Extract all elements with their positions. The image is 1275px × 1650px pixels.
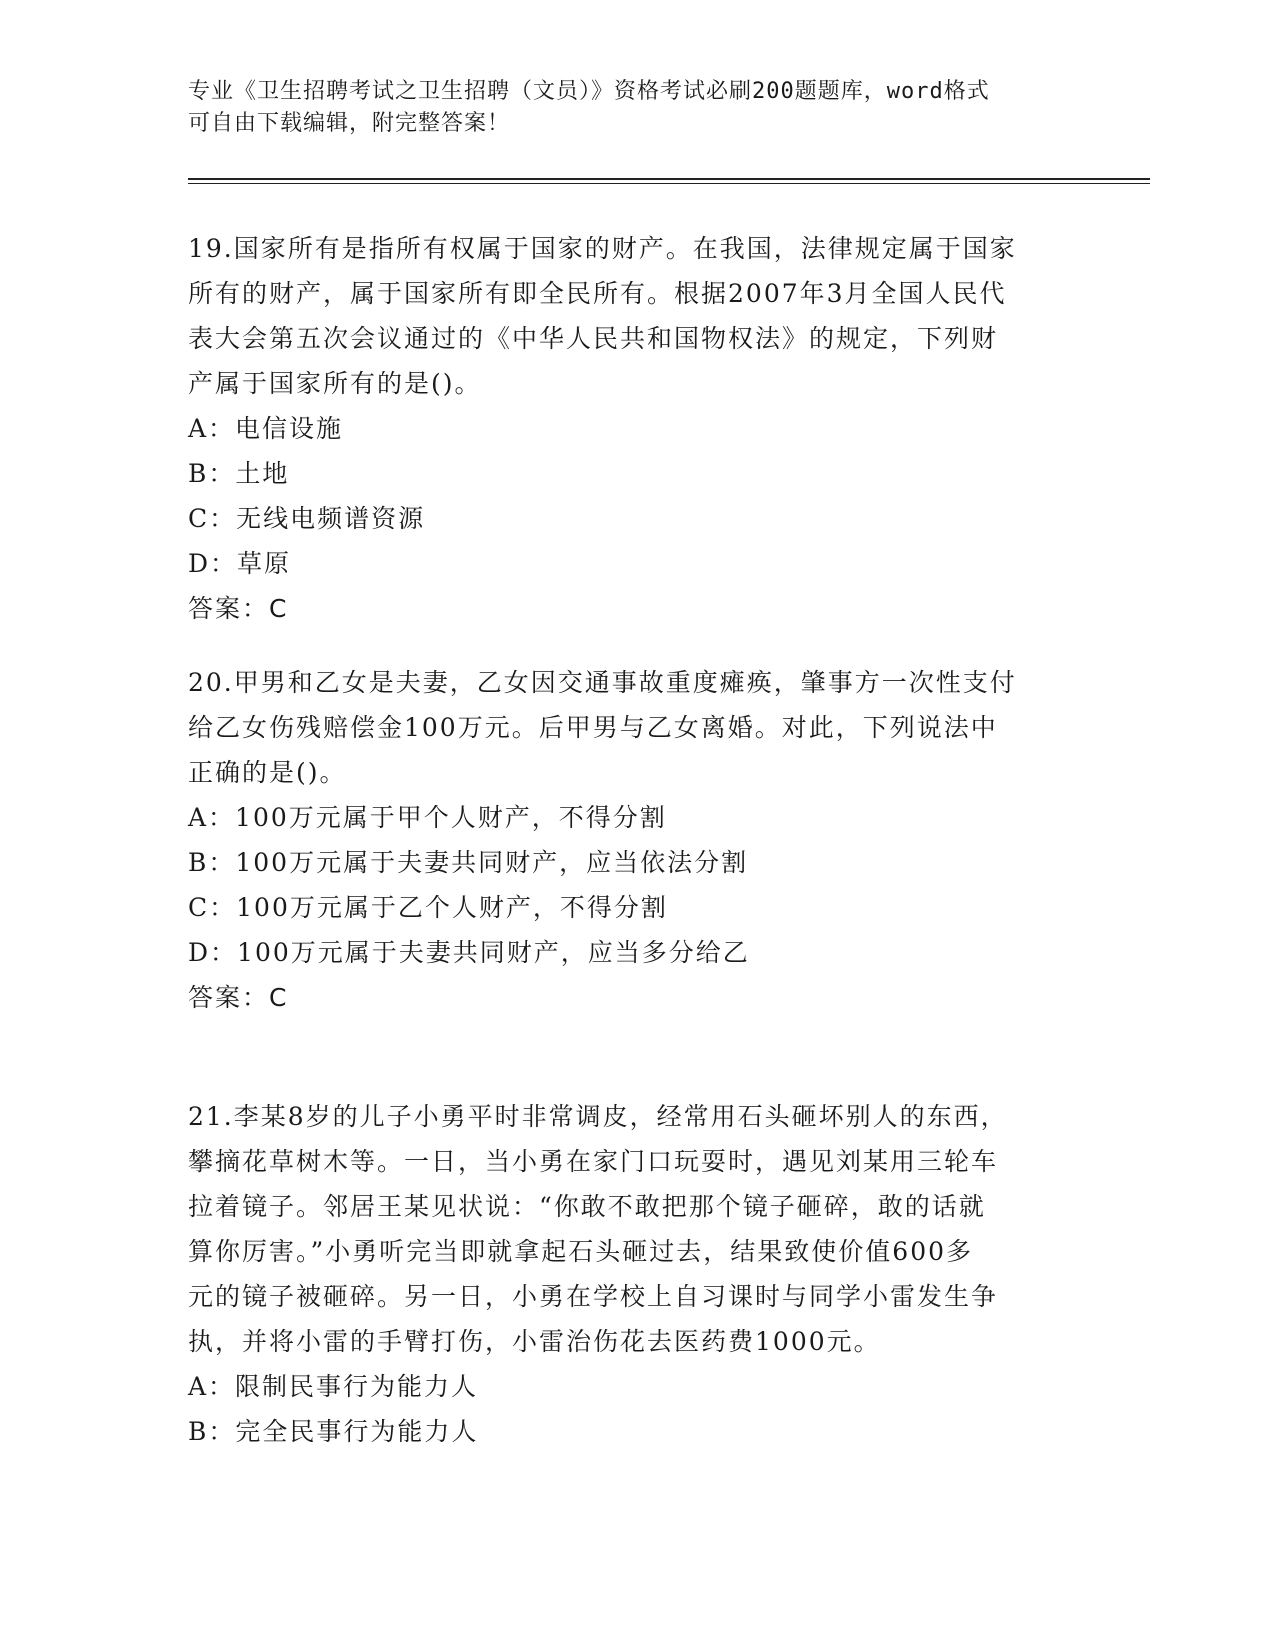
question-stem xyxy=(188,1094,1088,1364)
question-21 xyxy=(188,1094,1088,1454)
stem-line: 19.国家所有是指所有权属于国家的财产。在我国，法律规定属于国家 xyxy=(188,234,1017,263)
header-line-1: 专业《卫生招聘考试之卫生招聘（文员）》资格考试必刷200题题库，word格式 xyxy=(188,79,990,104)
option-b: B：土地 xyxy=(188,459,290,488)
question-stem xyxy=(188,226,1088,406)
question-19 xyxy=(188,226,1088,631)
stem-line: 所有的财产，属于国家所有即全民所有。根据2007年3月全国人民代 xyxy=(188,279,1007,308)
stem-line: 表大会第五次会议通过的《中华人民共和国物权法》的规定，下列财 xyxy=(188,324,999,353)
stem-line: 产属于国家所有的是()。 xyxy=(188,369,482,398)
stem-line: 攀摘花草树木等。一日，当小勇在家门口玩耍时，遇见刘某用三轮车 xyxy=(188,1147,999,1176)
stem-line: 正确的是()。 xyxy=(188,758,347,787)
option-b: B：100万元属于夫妻共同财产，应当依法分割 xyxy=(188,848,749,877)
option-d: D：100万元属于夫妻共同财产，应当多分给乙 xyxy=(188,938,750,967)
answer: 答案：C xyxy=(188,983,289,1012)
option-a: A：限制民事行为能力人 xyxy=(188,1372,479,1401)
option-c: C：100万元属于乙个人财产，不得分割 xyxy=(188,893,668,922)
document-header xyxy=(188,76,1068,140)
header-divider-thick xyxy=(188,178,1150,180)
option-c: C：无线电频谱资源 xyxy=(188,504,426,533)
question-stem xyxy=(188,660,1088,795)
stem-line: 算你厉害。”小勇听完当即就拿起石头砸过去，结果致使价值600多 xyxy=(188,1237,974,1266)
stem-line: 21.李某8岁的儿子小勇平时非常调皮，经常用石头砸坏别人的东西， xyxy=(188,1102,1008,1131)
stem-line: 元的镜子被砸碎。另一日，小勇在学校上自习课时与同学小雷发生争 xyxy=(188,1282,999,1311)
header-line-2: 可自由下载编辑，附完整答案！ xyxy=(188,111,511,136)
stem-line: 拉着镜子。邻居王某见状说：“你敢不敢把那个镜子砸碎，敢的话就 xyxy=(188,1192,986,1221)
option-b: B：完全民事行为能力人 xyxy=(188,1417,479,1446)
option-d: D：草原 xyxy=(188,549,292,578)
header-divider-thin xyxy=(188,183,1150,184)
stem-line: 给乙女伤残赔偿金100万元。后甲男与乙女离婚。对此，下列说法中 xyxy=(188,713,998,742)
answer: 答案：C xyxy=(188,594,289,623)
stem-line: 20.甲男和乙女是夫妻，乙女因交通事故重度瘫痪，肇事方一次性支付 xyxy=(188,668,1017,697)
stem-line: 执，并将小雷的手臂打伤，小雷治伤花去医药费1000元。 xyxy=(188,1327,881,1356)
option-a: A：电信设施 xyxy=(188,414,344,443)
question-20 xyxy=(188,660,1088,1020)
option-a: A：100万元属于甲个人财产，不得分割 xyxy=(188,803,667,832)
